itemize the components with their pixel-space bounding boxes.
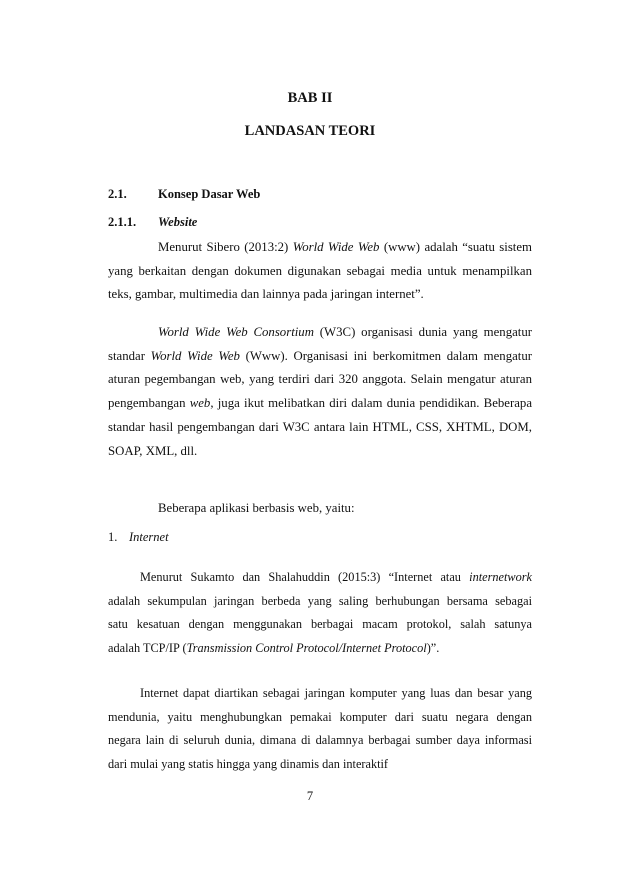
paragraph-w3c: World Wide Web Consortium (W3C) organisasi dunia yang mengatur standar World Wide Web (Www). Organisasi ini berkomitmen dalam mengatur aturan pegembangan web, yang terdiri dari 320 anggota. Selain mengatur aturan pengembangan web, juga ikut melibatkan diri dalam dunia pendidikan. Beberapa standar hasil pengembangan dari W3C antara lain HTML, CSS, XHTML, DOM, SOAP, XML, dll. bbox=[108, 325, 532, 458]
section-number: 2.1. bbox=[108, 187, 127, 201]
page-number: 7 bbox=[306, 789, 314, 803]
list-item-number: 1. bbox=[108, 530, 118, 544]
chapter-title: LANDASAN TEORI bbox=[244, 123, 376, 139]
paragraph-intro-list: Beberapa aplikasi berbasis web, yaitu: bbox=[158, 501, 355, 515]
paragraph-internet-meaning: Internet dapat diartikan sebagai jaringan komputer yang luas dan besar yang mendunia, yaitu menghubungkan pemakai komputer dari suatu negara dengan negara lain di seluruh dunia, dimana di dalamnya berbagai sumber daya informasi dari mulai yang statis hingga yang dinamis dan interaktif bbox=[108, 686, 532, 771]
section-title: Konsep Dasar Web bbox=[158, 187, 261, 201]
paragraph-www: Menurut Sibero (2013:2) World Wide Web (www) adalah “suatu sistem yang berkaitan dengan dokumen digunakan sebagai media untuk menampilkan teks, gambar, multimedia dan lainnya pada jaringan internet”. bbox=[108, 240, 532, 302]
chapter-number: BAB II bbox=[287, 90, 333, 106]
subsection-number: 2.1.1. bbox=[108, 215, 137, 229]
paragraph-internet-definition: Menurut Sukamto dan Shalahuddin (2015:3) “Internet atau internetwork adalah sekumpulan jaringan berbeda yang saling berhubungan bersama sebagai satu kesatuan dengan menggunakan berbagai macam protokol, salah satunya adalah TCP/IP (Transmission Control Protocol/Internet Protocol)”. bbox=[108, 570, 532, 655]
list-item-title: Internet bbox=[129, 530, 169, 544]
subsection-title: Website bbox=[158, 215, 198, 229]
